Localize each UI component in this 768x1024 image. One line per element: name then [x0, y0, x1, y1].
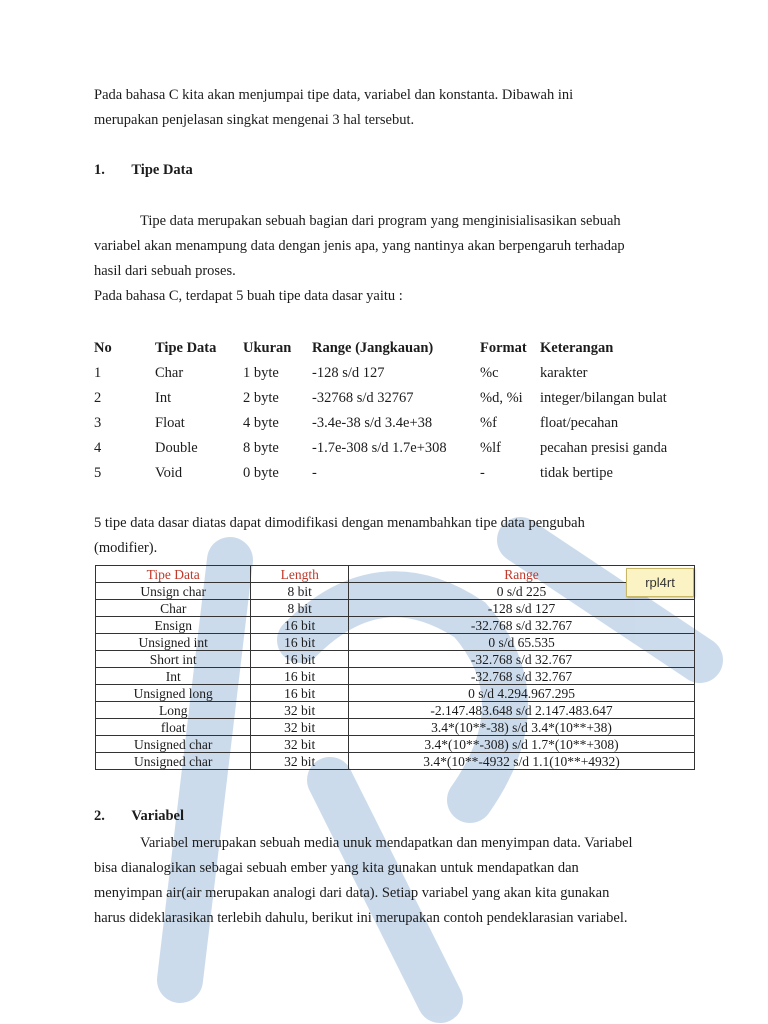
- section-1-number: 1.: [94, 162, 105, 178]
- header-ukuran: Ukuran: [243, 340, 292, 356]
- section-1-paragraph-line-1: Tipe data merupakan sebuah bagian dari program yang menginisialisasikan sebuah: [140, 213, 621, 229]
- cell-ukuran: 0 byte: [243, 465, 279, 481]
- cell-no: 3: [94, 415, 102, 431]
- cell-format: %lf: [480, 440, 501, 456]
- cell-range: 3.4*(10**-38) s/d 3.4*(10**+38): [349, 719, 695, 736]
- cell-format: %d, %i: [480, 390, 523, 406]
- cell-tipe-data: Short int: [96, 651, 251, 668]
- table-row: [96, 600, 695, 617]
- cell-tipe-data: Long: [96, 702, 251, 719]
- cell-tipe-data: float: [96, 719, 251, 736]
- header-format: Format: [480, 340, 527, 356]
- table-row: [96, 685, 695, 702]
- header-tipe-data: Tipe Data: [155, 340, 217, 356]
- cell-range: -32.768 s/d 32.767: [349, 617, 695, 634]
- cell-range: -128 s/d 127: [312, 365, 385, 381]
- section-2-title: Variabel: [131, 808, 185, 824]
- cell-no: 1: [94, 365, 102, 381]
- section-2-paragraph-line-2: bisa dianalogikan sebagai sebuah ember yang kita gunakan untuk mendapatkan dan: [94, 860, 579, 876]
- cell-range: 0 s/d 65.535: [349, 634, 695, 651]
- header-length: Length: [251, 566, 349, 583]
- cell-ukuran: 2 byte: [243, 390, 279, 406]
- header-range: Range: [349, 566, 695, 583]
- table-row: [96, 583, 695, 600]
- table-row: [96, 736, 695, 753]
- cell-no: 2: [94, 390, 102, 406]
- table-row: [96, 719, 695, 736]
- header-no: No: [94, 340, 112, 356]
- modifier-intro-line-1: 5 tipe data dasar diatas dapat dimodifikasi dengan menambahkan tipe data pengubah: [94, 515, 585, 531]
- header-tipe-data: Tipe Data: [96, 566, 251, 583]
- table-row: [96, 651, 695, 668]
- cell-tipe-data: Float: [155, 415, 185, 431]
- cell-tipe-data: Unsigned char: [96, 753, 251, 770]
- cell-tipe-data: Void: [155, 465, 183, 481]
- cell-range: 0 s/d 225: [349, 583, 695, 600]
- cell-keterangan: float/pecahan: [540, 415, 619, 431]
- sticky-note: rpl4rt: [626, 568, 694, 597]
- cell-range: 0 s/d 4.294.967.295: [349, 685, 695, 702]
- cell-no: 4: [94, 440, 102, 456]
- cell-keterangan: pecahan presisi ganda: [540, 440, 668, 456]
- cell-keterangan: karakter: [540, 365, 588, 381]
- cell-no: 5: [94, 465, 102, 481]
- cell-length: 16 bit: [251, 668, 349, 685]
- cell-length: 32 bit: [251, 736, 349, 753]
- cell-length: 32 bit: [251, 753, 349, 770]
- cell-tipe-data: Unsigned int: [96, 634, 251, 651]
- cell-range: -32.768 s/d 32.767: [349, 651, 695, 668]
- section-2-paragraph-line-1: Variabel merupakan sebuah media unuk mendapatkan dan menyimpan data. Variabel: [140, 835, 633, 851]
- section-1-title: Tipe Data: [131, 162, 193, 178]
- cell-range: -2.147.483.648 s/d 2.147.483.647: [349, 702, 695, 719]
- table-row: [96, 668, 695, 685]
- header-keterangan: Keterangan: [540, 340, 614, 356]
- cell-keterangan: integer/bilangan bulat: [540, 390, 667, 406]
- cell-format: %c: [480, 365, 499, 381]
- cell-format: -: [480, 465, 485, 481]
- cell-ukuran: 8 byte: [243, 440, 279, 456]
- cell-range: -1.7e-308 s/d 1.7e+308: [312, 440, 447, 456]
- table-row: [96, 617, 695, 634]
- cell-tipe-data: Unsign char: [96, 583, 251, 600]
- cell-ukuran: 1 byte: [243, 365, 279, 381]
- modifier-intro-line-2: (modifier).: [94, 540, 158, 556]
- cell-length: 16 bit: [251, 634, 349, 651]
- cell-range: 3.4*(10**-4932 s/d 1.1(10**+4932): [349, 753, 695, 770]
- cell-range: -32768 s/d 32767: [312, 390, 414, 406]
- cell-length: 8 bit: [251, 600, 349, 617]
- cell-range: 3.4*(10**-308) s/d 1.7*(10**+308): [349, 736, 695, 753]
- modifier-types-table: [95, 565, 695, 770]
- cell-length: 16 bit: [251, 685, 349, 702]
- cell-length: 32 bit: [251, 702, 349, 719]
- cell-length: 16 bit: [251, 651, 349, 668]
- cell-keterangan: tidak bertipe: [540, 465, 613, 481]
- section-1-paragraph-line-4: Pada bahasa C, terdapat 5 buah tipe data dasar yaitu :: [94, 288, 403, 304]
- cell-range: -3.4e-38 s/d 3.4e+38: [312, 415, 433, 431]
- cell-range: -: [312, 465, 317, 481]
- table-row: [96, 753, 695, 770]
- cell-tipe-data: Unsigned char: [96, 736, 251, 753]
- cell-tipe-data: Ensign: [96, 617, 251, 634]
- section-2-paragraph-line-4: harus dideklarasikan terlebih dahulu, berikut ini merupakan contoh pendeklarasian variabel.: [94, 910, 628, 926]
- cell-length: 8 bit: [251, 583, 349, 600]
- cell-ukuran: 4 byte: [243, 415, 279, 431]
- cell-tipe-data: Unsigned long: [96, 685, 251, 702]
- cell-range: -128 s/d 127: [349, 600, 695, 617]
- table-row: [96, 634, 695, 651]
- section-2-heading: [94, 808, 184, 825]
- cell-length: 32 bit: [251, 719, 349, 736]
- cell-tipe-data: Char: [155, 365, 184, 381]
- section-2-paragraph-line-3: menyimpan air(air merupakan analogi dari data). Setiap variabel yang akan kita gunakan: [94, 885, 610, 901]
- section-2-number: 2.: [94, 808, 105, 824]
- section-1-paragraph-line-2: variabel akan menampung data dengan jenis apa, yang nantinya akan berpengaruh terhadap: [94, 238, 625, 254]
- cell-format: %f: [480, 415, 497, 431]
- intro-line-2: merupakan penjelasan singkat mengenai 3 hal tersebut.: [94, 112, 415, 128]
- cell-tipe-data: Double: [155, 440, 198, 456]
- cell-tipe-data: Char: [96, 600, 251, 617]
- cell-tipe-data: Int: [155, 390, 172, 406]
- header-range: Range (Jangkauan): [312, 340, 434, 356]
- section-1-heading: [94, 162, 193, 179]
- table-row: [96, 702, 695, 719]
- modifier-header-row: [96, 566, 695, 583]
- section-1-paragraph-line-3: hasil dari sebuah proses.: [94, 263, 236, 279]
- cell-range: -32.768 s/d 32.767: [349, 668, 695, 685]
- intro-line-1: Pada bahasa C kita akan menjumpai tipe data, variabel dan konstanta. Dibawah ini: [94, 87, 574, 103]
- cell-tipe-data: Int: [96, 668, 251, 685]
- cell-length: 16 bit: [251, 617, 349, 634]
